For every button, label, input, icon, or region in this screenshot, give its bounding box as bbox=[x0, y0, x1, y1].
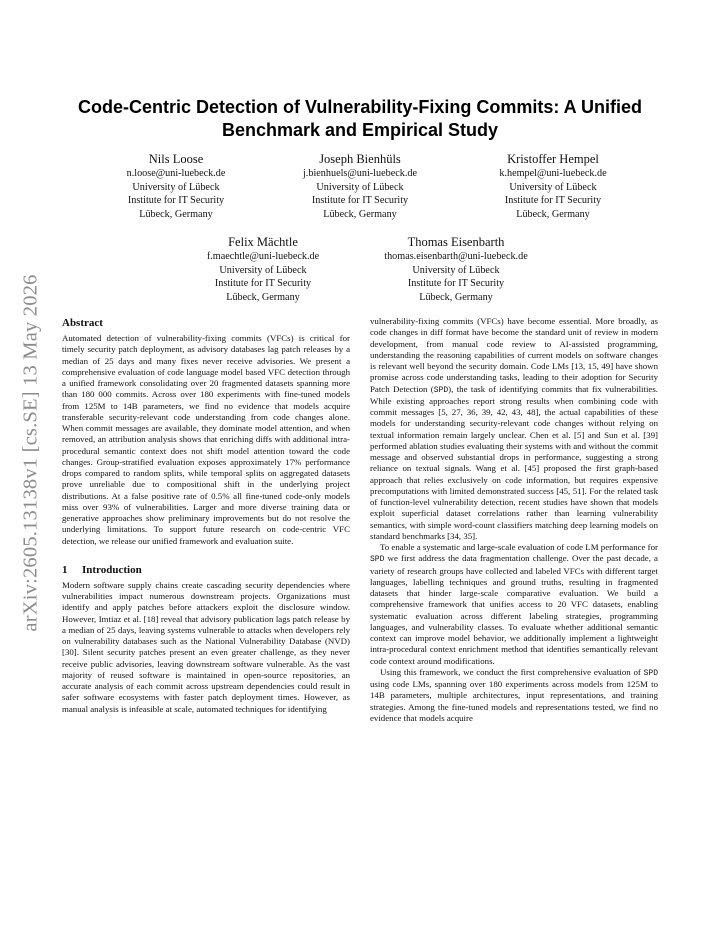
author-institute: Institute for IT Security bbox=[127, 195, 225, 207]
abstract-heading: Abstract bbox=[62, 317, 103, 329]
author-location: Lübeck, Germany bbox=[226, 292, 300, 304]
introduction-paragraph-continued: vulnerability-fixing commits (VFCs) have become essential. More broadly, as code changes in diff format have become the standard unit of review in modern development, from manual code review to AI-assisted programming, understanding the reasoning capabilities of current models on software changes is relevant well beyond the security domain. Code LMs [13, 15, 49] have shown promise across code understanding tasks, leading to their adoption for Security Patch Detection (SPD), the task of identifying commits that fix vulnerabilities. While existing approaches report strong results when combining code with commit messages [5, 27, 36, 39, 42, 43, 48], the actual capabilities of these models for understanding security-relevant code changes without relying on textual information remain largely unclear. Chen et al. [5] and Sun et al. [39] performed ablation studies evaluating their systems with and without the commit message and observed substantial drops in performance, suggesting a strong reliance on textual signals. Wang et al. [45] proposed the first graph-based approach that relies exclusively on code information, but requires expensive precomputations with limited demonstrated success [45, 51]. For the related task of function-level vulnerability detection, recent studies have shown that models exploit superficial dataset correlations rather than learning vulnerability semantics, with simple word-count classifiers matching deep learning models on standard benchmarks [34, 35]. bbox=[370, 316, 658, 541]
author-block bbox=[361, 234, 551, 305]
author-location: Lübeck, Germany bbox=[139, 209, 213, 221]
author-block bbox=[168, 234, 358, 305]
abstract-text: Automated detection of vulnerability-fixing commits (VFCs) is critical for timely security patch deployment, as advisory databases lag patch releases by a median of 25 days and many fixes never receive advisories. We present a comprehensive evaluation of code language model based VFC detection through a unified framework consolidating over 20 fragmented datasets spanning more than 180 000 commits. Across over 180 experiments with fine-tuned models from 125M to 14B parameters, we find no evidence that models acquire transferable security-relevant code understanding from code changes alone. When commit messages are available, they dominate model attention, and when removed, an attribution analysis shows that enriching diffs with additional intra-procedural semantic context does not shift model attention toward the code changes. Group-stratified evaluation exposes approximately 17% performance drops compared to random splits, while temporal splits on aggregated datasets prove unreliable due to compositional shift in the underlying project distributions. At a false positive rate of 0.5% all fine-tuned code-only models miss over 93% of vulnerabilities. Larger and more diverse training data or generative approaches show preliminary improvements but do not resolve the underlying limitations. To support future research on code-centric VFC detection, we release our unified framework and evaluation suite. bbox=[62, 333, 350, 546]
author-email: f.maechtle@uni-luebeck.de bbox=[206, 251, 320, 262]
author-name: Thomas Eisenbarth bbox=[407, 235, 505, 249]
author-name: Joseph Bienhüls bbox=[319, 152, 401, 166]
author-location: Lübeck, Germany bbox=[516, 209, 590, 221]
author-email: j.bienhuels@uni-luebeck.de bbox=[302, 168, 418, 179]
author-institute: Institute for IT Security bbox=[214, 278, 312, 290]
author-block bbox=[81, 151, 271, 222]
author-institute: Institute for IT Security bbox=[407, 278, 505, 290]
author-affiliation: University of Lübeck bbox=[219, 264, 307, 276]
arxiv-identifier-stamp bbox=[18, 258, 44, 648]
author-institute: Institute for IT Security bbox=[504, 195, 602, 207]
left-column bbox=[62, 316, 350, 715]
spd-abbreviation: SPD bbox=[643, 668, 658, 678]
author-block bbox=[458, 151, 648, 222]
author-institute: Institute for IT Security bbox=[311, 195, 409, 207]
author-affiliation: University of Lübeck bbox=[412, 264, 500, 276]
arxiv-identifier-text: arXiv:2605.13138v1 [cs.SE] 13 May 2026 bbox=[19, 274, 42, 632]
right-column bbox=[370, 316, 658, 724]
author-location: Lübeck, Germany bbox=[419, 292, 493, 304]
spd-abbreviation: SPD bbox=[370, 555, 385, 565]
author-affiliation: University of Lübeck bbox=[509, 181, 597, 193]
author-name: Felix Mächtle bbox=[228, 235, 298, 249]
author-name: Nils Loose bbox=[148, 152, 204, 166]
author-affiliation: University of Lübeck bbox=[316, 181, 404, 193]
section-number: 1 bbox=[62, 563, 68, 576]
author-affiliation: University of Lübeck bbox=[132, 181, 220, 193]
author-block bbox=[265, 151, 455, 222]
author-email: thomas.eisenbarth@uni-luebeck.de bbox=[384, 251, 528, 262]
author-name: Kristoffer Hempel bbox=[507, 152, 599, 166]
author-email: n.loose@uni-luebeck.de bbox=[126, 168, 226, 179]
spd-abbreviation: SPD bbox=[433, 385, 449, 395]
introduction-paragraph: Using this framework, we conduct the first comprehensive evaluation of SPD using code LMs, spanning over 180 experiments across models from 125M to 14B parameters, multiple architectures, input representations, and training strategies. Among the fine-tuned models and representations tested, we find no evidence that models acquire bbox=[370, 666, 658, 723]
section-title: Introduction bbox=[82, 563, 142, 576]
introduction-heading bbox=[62, 563, 350, 577]
author-email: k.hempel@uni-luebeck.de bbox=[499, 168, 607, 179]
author-location: Lübeck, Germany bbox=[323, 209, 397, 221]
paper-title: Code-Centric Detection of Vulnerability-Fixing Commits: A Unified Benchmark and Empirical Study bbox=[77, 97, 643, 140]
introduction-paragraph: Modern software supply chains create cascading security dependencies where vulnerabilities impact numerous downstream projects. Organizations must identify and apply patches before attackers exploit the disclosure window. However, Imtiaz et al. [18] reveal that advisory publication lags patch release by a median of 25 days, leaving systems vulnerable to attacks when developers rely on vulnerability databases such as the National Vulnerability Database (NVD) [30]. Silent security patches present an even greater challenge, as they never receive public advisories, leaving downstream software vulnerable. As the vast majority of reused software is maintained in open-source repositories, an accurate analysis of each commit across upstream dependencies could result in safer software ecosystems with faster patch deployment times. However, as manual analysis is infeasible at scale, automated techniques for identifying bbox=[62, 579, 350, 714]
introduction-paragraph: To enable a systematic and large-scale evaluation of code LM performance for SPD we first address the data fragmentation challenge. Over the past decade, a variety of research groups have collected and labeled VFCs with different target languages, labelling techniques and ground truths, resulting in fragmented datasets that hinder large-scale comparative evaluation. We build a comprehensive framework that unifies access to 20 VFC datasets, enabling systematic evaluation across different labeling strategies, programming languages, and vulnerability classes. To evaluate whether additional semantic context can improve model behavior, we additionally implement a lightweight intra-procedural context enrichment method that identifies semantically relevant code context around modifications. bbox=[370, 542, 658, 666]
